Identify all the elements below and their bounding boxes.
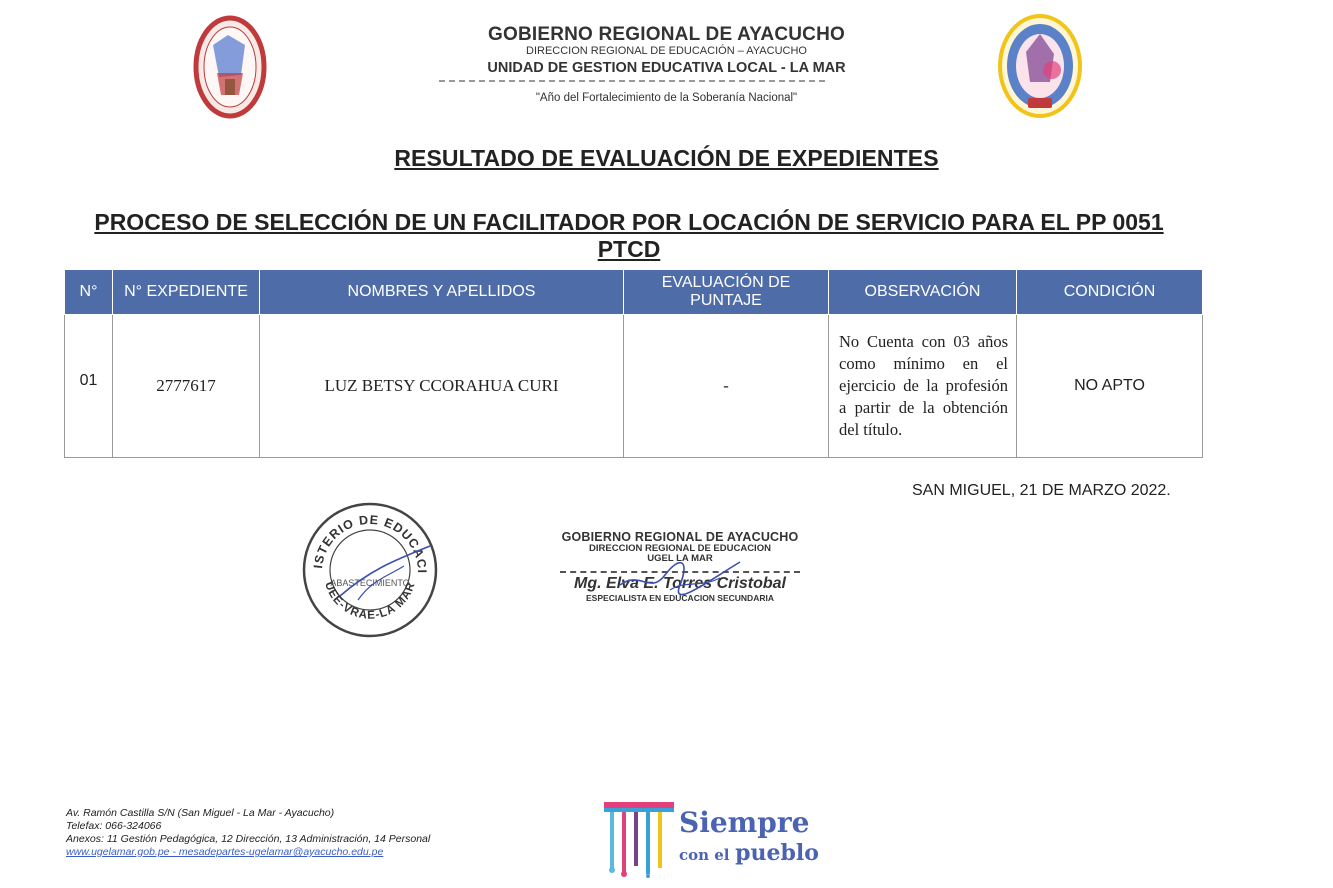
header-organization: GOBIERNO REGIONAL DE AYACUCHO: [487, 24, 845, 45]
cell-score: -: [624, 315, 829, 458]
evaluation-table: [64, 269, 1203, 458]
col-expediente-header: N° EXPEDIENTE: [113, 270, 260, 315]
brand-line2-prefix: con el: [679, 846, 730, 864]
brand-icon: [602, 800, 678, 878]
footer-email-link[interactable]: mesadepartes-ugelamar@ayacucho.edu.pe: [178, 846, 384, 858]
page-title: RESULTADO DE EVALUACIÓN DE EXPEDIENTES: [394, 145, 939, 171]
footer-link-separator: -: [169, 846, 179, 858]
handwritten-signature: [610, 540, 750, 600]
seal-ring-bottom-text: UEE-VRAE-LA MAR: [322, 580, 418, 622]
col-condition-header: CONDICIÓN: [1017, 270, 1203, 315]
brand-line2-word: pueblo: [735, 840, 819, 866]
header-divider: [439, 80, 825, 82]
cell-condition: NO APTO: [1017, 315, 1203, 458]
signature-direction: DIRECCION REGIONAL DE EDUCACION: [589, 543, 771, 554]
cell-expediente: 2777617: [113, 315, 260, 458]
brand-line1: Siempre: [679, 806, 810, 839]
footer-contact: [66, 807, 430, 859]
brand-line2: [679, 840, 819, 866]
footer-phone: Telefax: 066-324066: [66, 820, 162, 832]
signature-name: Mg. Elva E. Torres Cristobal: [574, 575, 786, 592]
header-direction: DIRECCION REGIONAL DE EDUCACIÓN – AYACUCHO: [526, 45, 807, 57]
table-row: [65, 315, 1203, 458]
footer-website-link[interactable]: www.ugelamar.gob.pe: [66, 846, 170, 858]
seal-center-text: ABASTECIMIENTO: [330, 578, 410, 588]
header-year-motto: "Año del Fortalecimiento de la Soberanía Nacional": [535, 92, 798, 104]
signature-unit: UGEL LA MAR: [647, 553, 713, 564]
official-seal: [300, 500, 440, 640]
footer-address: Av. Ramón Castilla S/N (San Miguel - La Mar - Ayacucho): [66, 807, 335, 819]
cell-name: LUZ BETSY CCORAHUA CURI: [260, 315, 624, 458]
signature-block: [560, 530, 800, 603]
footer-annexes: Anexos: 11 Gestión Pedagógica, 12 Dirección, 13 Administración, 14 Personal: [66, 833, 431, 845]
document-date: SAN MIGUEL, 21 DE MARZO 2022.: [912, 482, 1171, 499]
page-subtitle: PROCESO DE SELECCIÓN DE UN FACILITADOR POR LOCACIÓN DE SERVICIO PARA EL PP 0051 PTCD: [94, 209, 1164, 262]
footer-links: [66, 846, 430, 859]
cell-observation: No Cuenta con 03 años como mínimo en el ejercicio de la profesión a partir de la obtención del título.: [829, 315, 1017, 458]
col-number-header: N°: [65, 270, 113, 315]
ugel-la-mar-logo: [998, 12, 1082, 120]
signature-role: ESPECIALISTA EN EDUCACION SECUNDARIA: [586, 593, 774, 603]
header-unit: UNIDAD DE GESTION EDUCATIVA LOCAL - LA MAR: [487, 60, 846, 76]
table-header-row: [65, 270, 1203, 315]
cell-number: 01: [65, 315, 113, 458]
col-observation-header: OBSERVACIÓN: [829, 270, 1017, 315]
seal-ring-top-text: ISTERIO DE EDUCACI: [311, 512, 430, 575]
col-score-header: EVALUACIÓN DE PUNTAJE: [624, 270, 829, 315]
signature-organization: GOBIERNO REGIONAL DE AYACUCHO: [561, 530, 799, 544]
col-name-header: NOMBRES Y APELLIDOS: [260, 270, 624, 315]
